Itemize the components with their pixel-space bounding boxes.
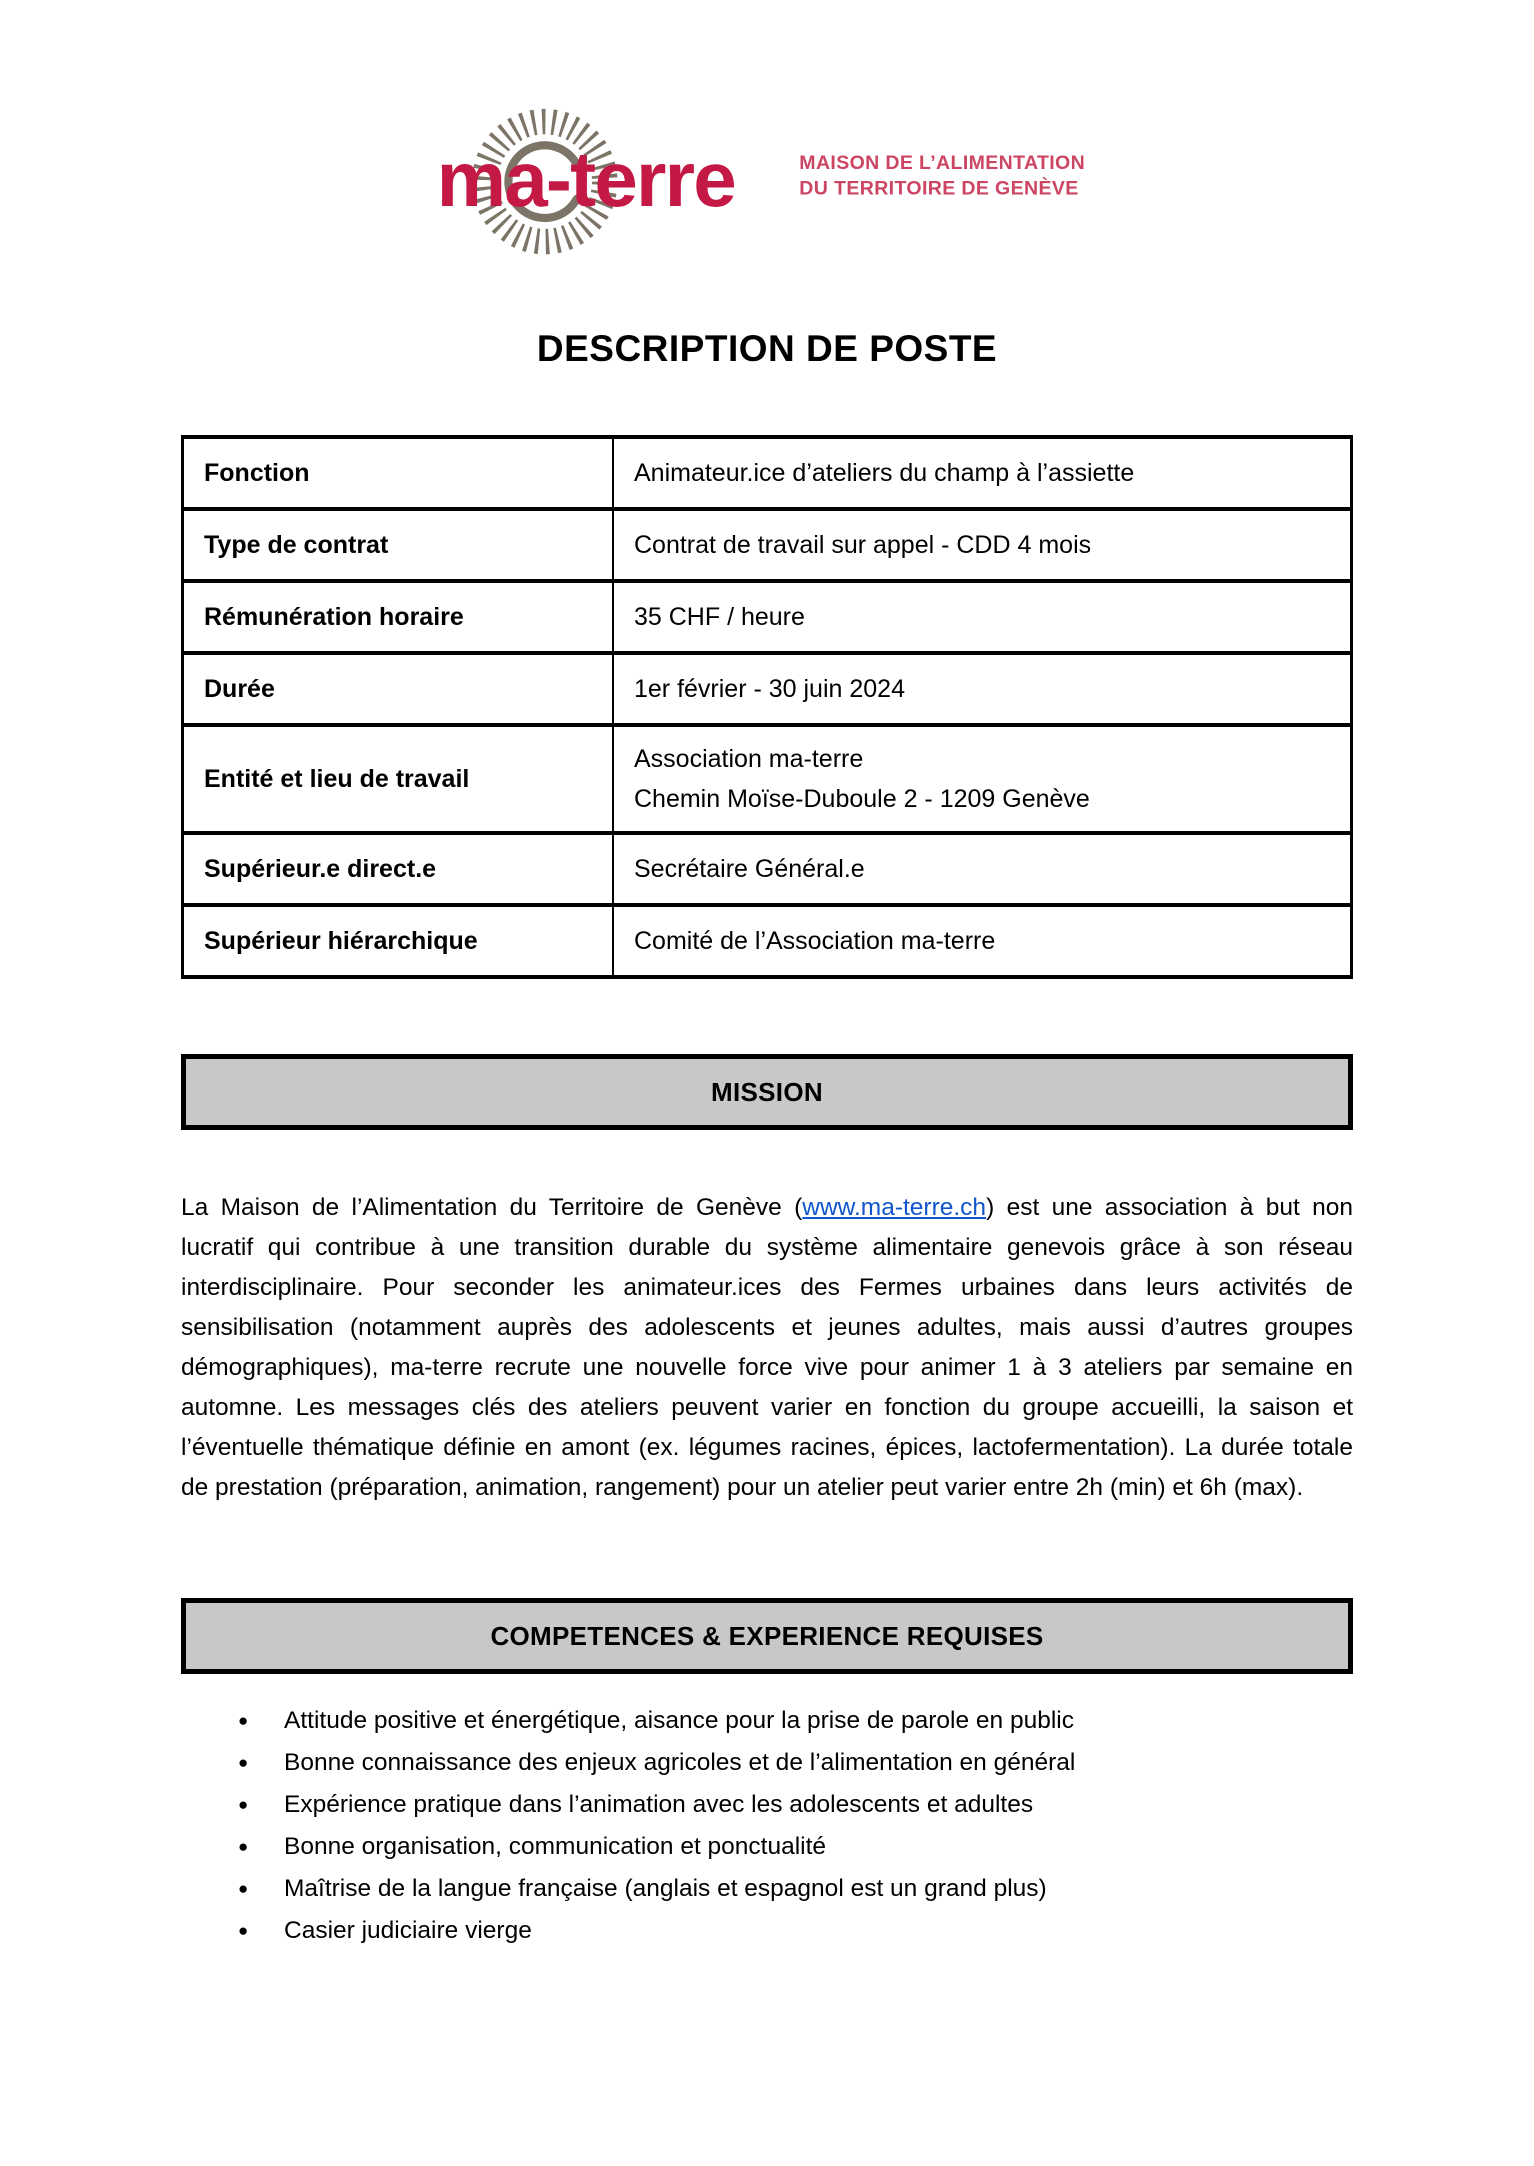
job-info-table [181,435,1353,979]
mission-paragraph [181,1188,1353,1508]
row-label: Supérieur hiérarchique [183,905,614,977]
table-row [183,509,1352,581]
table-row [183,905,1352,977]
row-value: Comité de l’Association ma-terre [613,905,1352,977]
list-item: ● Casier judiciaire vierge [238,1910,1353,1952]
list-item: ● Bonne connaissance des enjeux agricoles et de l’alimentation en général [238,1742,1353,1784]
row-value: 1er février - 30 juin 2024 [613,653,1352,725]
row-value [613,725,1352,833]
table-row [183,581,1352,653]
row-label: Rémunération horaire [183,581,614,653]
row-value-line1: Association ma-terre [634,745,864,773]
row-label: Type de contrat [183,509,614,581]
competences-list [181,1700,1353,1952]
table-row [183,653,1352,725]
logo-subtitle-line2: DU TERRITOIRE DE GENÈVE [798,177,1079,200]
row-label: Durée [183,653,614,725]
table-row [183,725,1352,833]
list-item: ● Attitude positive et énergétique, aisance pour la prise de parole en public [238,1700,1353,1742]
row-label: Entité et lieu de travail [183,725,614,833]
table-row [183,833,1352,905]
logo-brand-text: ma-terre [436,135,735,224]
ma-terre-logo-icon [430,68,1105,268]
ma-terre-website-link[interactable]: www.ma-terre.ch [802,1194,987,1221]
row-label: Fonction [183,437,614,509]
row-value: Animateur.ice d’ateliers du champ à l’assiette [613,437,1352,509]
list-item: ● Expérience pratique dans l’animation avec les adolescents et adultes [238,1784,1353,1826]
competences-heading-label: COMPETENCES & EXPERIENCE REQUISES [490,1620,1044,1651]
row-label: Supérieur.e direct.e [183,833,614,905]
mission-heading-label: MISSION [711,1076,823,1107]
row-value: Secrétaire Général.e [613,833,1352,905]
row-value: 35 CHF / heure [613,581,1352,653]
logo-header [0,0,1534,268]
mission-section-heading [181,1054,1353,1130]
page-title: DESCRIPTION DE POSTE [536,328,998,369]
row-value: Contrat de travail sur appel - CDD 4 mois [613,509,1352,581]
row-value-line2: Chemin Moïse-Duboule 2 - 1209 Genève [634,785,1090,813]
logo-subtitle-line1: MAISON DE L’ALIMENTATION [798,151,1085,174]
list-item: ● Maîtrise de la langue française (anglais et espagnol est un grand plus) [238,1868,1353,1910]
list-item: ● Bonne organisation, communication et ponctualité [238,1826,1353,1868]
mission-text-after-link: ) est une association à but non lucratif qui contribue à une transition durable du système alimentaire genevois grâce à son réseau interdisciplinaire. Pour seconder les animateur.ices des Fermes urbaines dans leurs activités de sensibilisation (notamment auprès des adolescents et jeunes adultes, mais aussi d’autres groupes démographiques), ma-terre recrute une nouvelle force vive pour animer 1 à 3 ateliers par semaine en automne. Les messages clés des ateliers peuvent varier en fonction du groupe accueilli, la saison et l’éventuelle thématique définie en amont (ex. légumes racines, épices, lactofermentation). La durée totale de prestation (préparation, animation, rangement) pour un atelier peut varier entre 2h (min) et 6h (max). [181,1194,1353,1501]
competences-section-heading [181,1598,1353,1674]
mission-text-before-link: La Maison de l’Alimentation du Territoire de Genève ( [181,1194,803,1221]
table-row [183,437,1352,509]
